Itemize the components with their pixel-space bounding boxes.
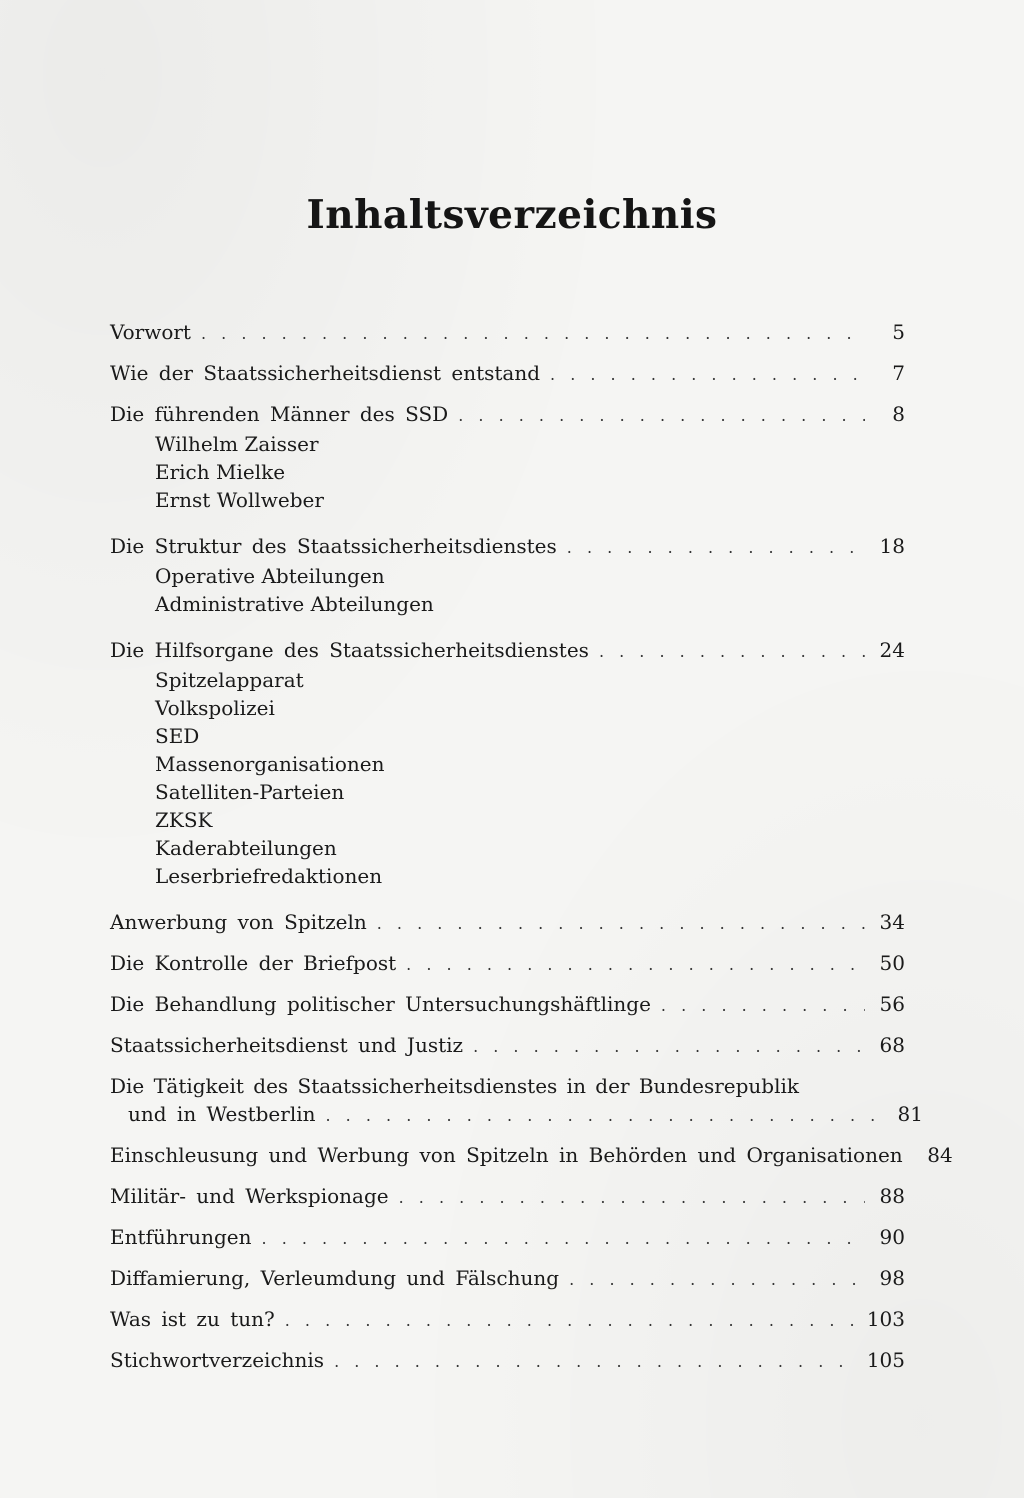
toc-entry (110, 1182, 910, 1212)
toc-entry (110, 1346, 910, 1376)
toc-page-number: 98 (879, 1266, 905, 1290)
dot-leader (473, 1033, 865, 1061)
dot-leader (550, 361, 865, 389)
toc-entry-title-continued: und in Westberlin (128, 1102, 316, 1126)
dot-leader (569, 1266, 865, 1294)
toc-subentry: Ernst Wollweber (155, 488, 324, 512)
toc-subentry: Operative Abteilungen (155, 564, 385, 588)
dot-leader (262, 1225, 865, 1253)
toc-entry-title: Die Behandlung politischer Untersuchungshäftlinge (110, 992, 651, 1016)
dot-leader (458, 402, 865, 430)
toc-entry (110, 1305, 910, 1335)
toc-subentry: Massenorganisationen (155, 752, 385, 776)
toc-page-number: 7 (892, 361, 905, 385)
toc-entry-title: Anwerbung von Spitzeln (110, 910, 367, 934)
toc-entry-title: Was ist zu tun? (110, 1307, 275, 1331)
toc-entry (110, 1141, 953, 1171)
toc-entry-title: Die Hilfsorgane des Staatssicherheitsdienstes (110, 638, 589, 662)
toc-subentry: ZKSK (155, 808, 213, 832)
toc-entry (110, 949, 910, 979)
dot-leader (661, 992, 865, 1020)
page-title: Inhaltsverzeichnis (306, 192, 718, 238)
toc-entry (110, 636, 910, 890)
toc-entry (110, 359, 910, 389)
table-of-contents (110, 318, 953, 1376)
toc-subentry: Wilhelm Zaisser (155, 432, 319, 456)
toc-subentry: Administrative Abteilungen (155, 592, 434, 616)
toc-page-number: 34 (879, 910, 905, 934)
toc-entry-title: Wie der Staatssicherheitsdienst entstand (110, 361, 541, 385)
toc-entry (110, 318, 910, 348)
toc-entry (110, 990, 910, 1020)
toc-page-number: 103 (866, 1307, 905, 1331)
dot-leader (567, 534, 865, 562)
toc-entry-title: Die führenden Männer des SSD (110, 402, 449, 426)
toc-entry-title: Einschleusung und Werbung von Spitzeln in Behörden und Organisationen (110, 1143, 903, 1167)
toc-entry (110, 1223, 910, 1253)
toc-entry-title: Die Tätigkeit des Staatssicherheitsdienstes in der Bundesrepublik (110, 1074, 800, 1098)
toc-entry-title: Militär- und Werkspionage (110, 1184, 389, 1208)
toc-page-number: 84 (927, 1143, 953, 1167)
toc-subentry: Erich Mielke (155, 460, 286, 484)
toc-page-number: 56 (879, 992, 905, 1016)
toc-page-number: 8 (892, 402, 905, 426)
toc-entry-title: Vorwort (110, 320, 191, 344)
toc-page-number: 88 (879, 1184, 905, 1208)
toc-subentry: Volkspolizei (155, 696, 275, 720)
toc-entry (110, 532, 910, 618)
dot-leader (201, 320, 865, 348)
toc-page-number: 18 (879, 534, 905, 558)
toc-entry (110, 400, 910, 514)
toc-entry (110, 1072, 923, 1130)
toc-subentry: Satelliten-Parteien (155, 780, 345, 804)
toc-entry-title: Die Kontrolle der Briefpost (110, 951, 397, 975)
toc-entry (110, 1264, 910, 1294)
dot-leader (399, 1184, 865, 1212)
toc-page-number: 90 (879, 1225, 905, 1249)
dot-leader (599, 638, 865, 666)
toc-entry-title: Diffamierung, Verleumdung und Fälschung (110, 1266, 560, 1290)
toc-entry-title: Die Struktur des Staatssicherheitsdienstes (110, 534, 557, 558)
dot-leader (334, 1348, 857, 1376)
dot-leader (406, 951, 865, 979)
toc-subentry: SED (155, 724, 200, 748)
toc-subentry: Spitzelapparat (155, 668, 304, 692)
toc-page-number: 24 (879, 638, 905, 662)
dot-leader (326, 1102, 884, 1130)
toc-page-number: 105 (866, 1348, 905, 1372)
toc-entry (110, 1031, 910, 1061)
toc-page-number: 5 (892, 320, 905, 344)
toc-entry-title: Stichwortverzeichnis (110, 1348, 325, 1372)
toc-entry-title: Entführungen (110, 1225, 252, 1249)
toc-page-number: 50 (879, 951, 905, 975)
dot-leader (377, 910, 865, 938)
toc-page-number: 68 (879, 1033, 905, 1057)
toc-page-number: 81 (897, 1102, 923, 1126)
toc-entry-title: Staatssicherheitsdienst und Justiz (110, 1033, 464, 1057)
toc-subentry: Leserbriefredaktionen (155, 864, 383, 888)
dot-leader (285, 1307, 857, 1335)
toc-entry (110, 908, 910, 938)
toc-subentry: Kaderabteilungen (155, 836, 337, 860)
